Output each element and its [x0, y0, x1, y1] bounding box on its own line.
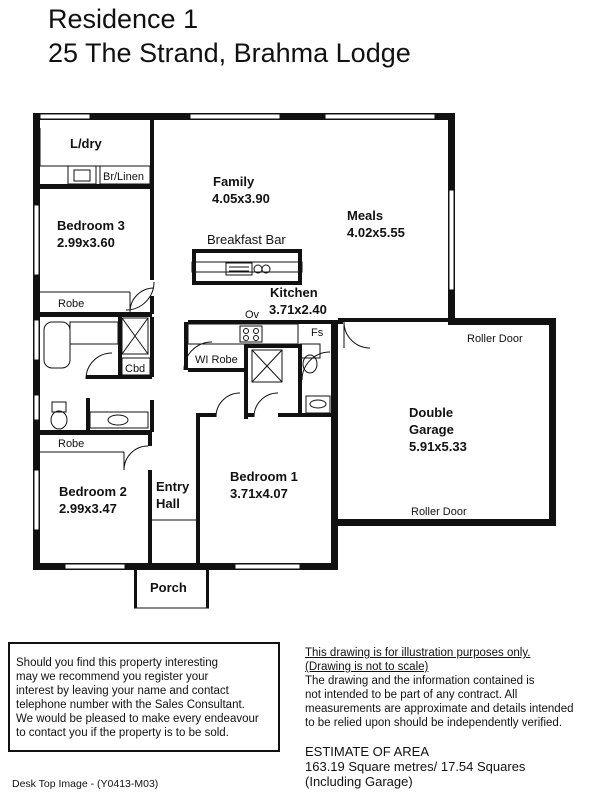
label-fridge: Fs: [311, 327, 324, 339]
disclaimer-line: (Drawing is not to scale): [305, 661, 429, 673]
area-note: (Including Garage): [305, 774, 413, 789]
label-roller-door-bottom: Roller Door: [411, 506, 467, 518]
area-value: 163.19 Square metres/ 17.54 Squares: [305, 759, 526, 774]
label-entry-line1: Entry: [156, 479, 190, 494]
label-br-linen: Br/Linen: [103, 171, 144, 183]
disclaimer-line: to be relied upon should be independently verified.: [305, 717, 563, 729]
label-breakfast-bar: Breakfast Bar: [207, 232, 286, 247]
breakfast-bar: [192, 249, 302, 285]
toilet-fixtures: [51, 402, 148, 429]
disclaimer-line: measurements are approximate and details intended: [305, 703, 574, 715]
disclaimer-line: The drawing and the information contained is: [305, 675, 535, 687]
label-bedroom2-size: 2.99x3.47: [59, 501, 117, 516]
label-meals-name: Meals: [347, 208, 384, 223]
disclaimer: [305, 646, 574, 730]
label-garage-line2: Garage: [409, 422, 454, 437]
info-line: interest by leaving your name and contact: [16, 685, 229, 697]
label-meals-size: 4.02x5.55: [347, 225, 405, 240]
disclaimer-line: not intended to be part of any contract. All: [305, 689, 518, 701]
info-line: Should you find this property interesting: [16, 657, 219, 669]
title-address: 25 The Strand, Brahma Lodge: [48, 38, 411, 68]
label-bedroom3-size: 2.99x3.60: [57, 235, 115, 250]
label-garage-size: 5.91x5.33: [409, 439, 467, 454]
label-kitchen-name: Kitchen: [270, 285, 318, 300]
info-line: We would be pleased to make every endeavour: [16, 713, 259, 725]
title-residence: Residence 1: [48, 4, 199, 34]
label-laundry: L/dry: [70, 136, 102, 151]
info-line: to contact you if the property is to be sold.: [16, 727, 229, 739]
footer-image-code: Desk Top Image - (Y0413-M03): [12, 778, 159, 790]
ensuite-fixtures: [252, 350, 330, 413]
label-bedroom2-name: Bedroom 2: [59, 484, 127, 499]
label-robe-lower: Robe: [58, 438, 85, 450]
label-bedroom3-name: Bedroom 3: [57, 218, 125, 233]
label-family-size: 4.05x3.90: [212, 191, 270, 206]
interior-walls: [40, 120, 343, 608]
disclaimer-line: This drawing is for illustration purposes only.: [305, 647, 531, 659]
label-bedroom1-name: Bedroom 1: [230, 469, 298, 484]
label-family-name: Family: [213, 174, 255, 189]
label-oven: Ov: [245, 309, 260, 321]
label-entry-line2: Hall: [156, 496, 180, 511]
label-garage-line1: Double: [409, 405, 454, 420]
area-heading: ESTIMATE OF AREA: [305, 744, 430, 759]
label-kitchen-size: 3.71x2.40: [269, 302, 327, 317]
label-bedroom1-size: 3.71x4.07: [230, 486, 288, 501]
label-cupboard: Cbd: [125, 363, 146, 375]
label-roller-door-top: Roller Door: [467, 333, 523, 345]
label-wi-robe: WI Robe: [195, 354, 238, 366]
area-estimate: [305, 744, 525, 789]
info-line: telephone number with the Sales Consultant.: [16, 699, 245, 711]
label-robe-upper: Robe: [58, 298, 85, 310]
info-box: [8, 642, 280, 752]
label-porch: Porch: [150, 580, 187, 595]
robe-bedroom2: [40, 446, 148, 470]
info-line: may we recommend you register your: [16, 671, 209, 683]
